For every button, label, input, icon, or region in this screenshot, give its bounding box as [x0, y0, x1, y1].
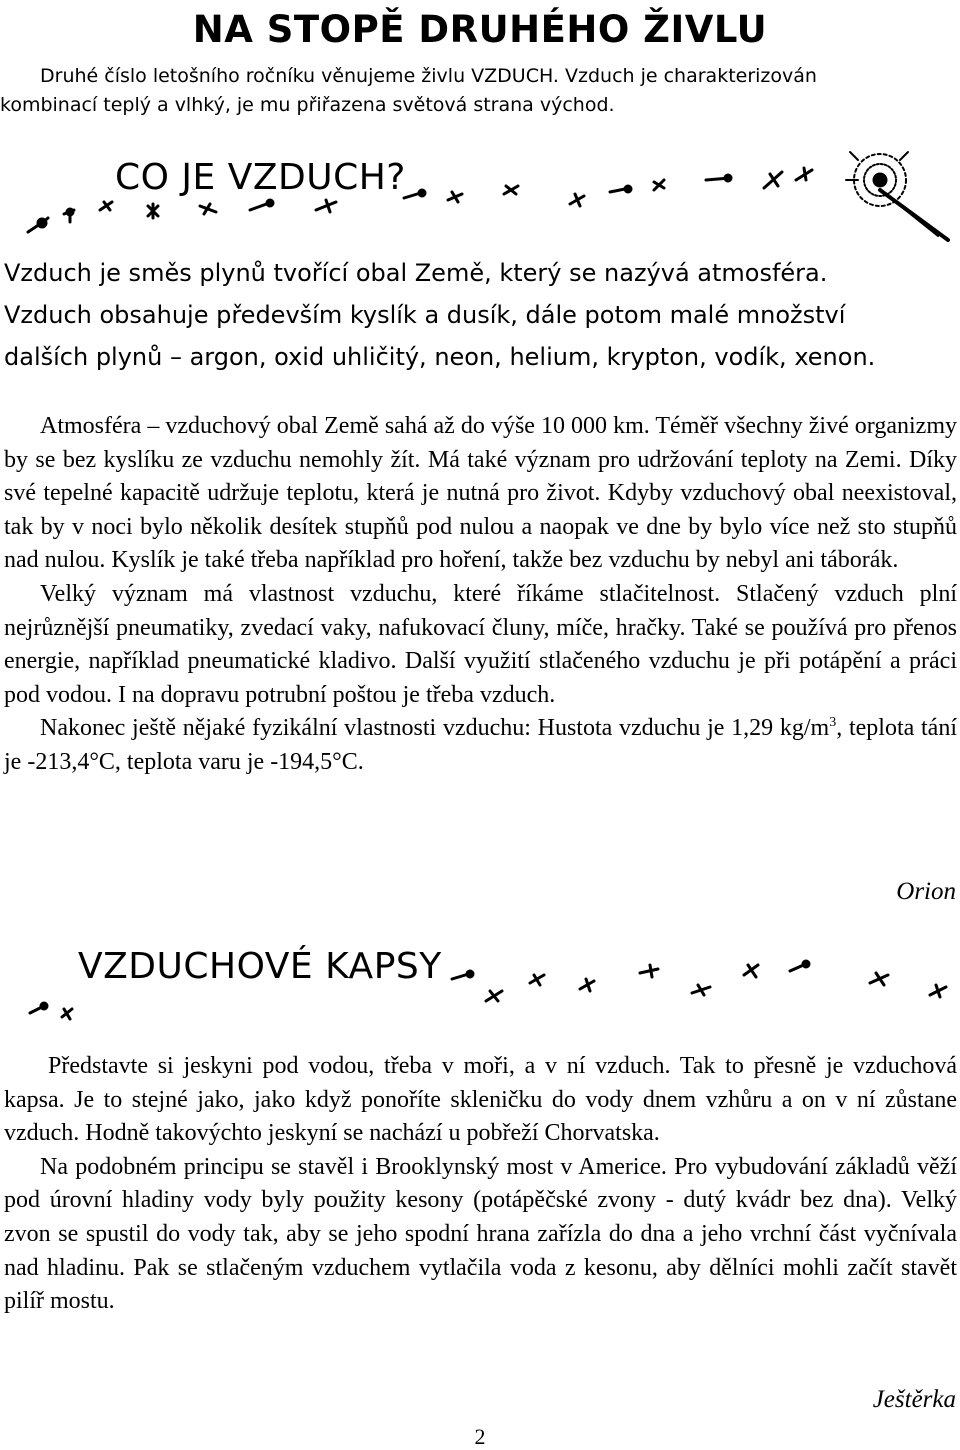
seed-icon — [764, 172, 782, 188]
fact-line: Vzduch obsahuje především kyslík a dusík, dále potom malé množství — [4, 301, 846, 329]
dandelion-flower-icon — [846, 152, 948, 240]
seed-icon — [640, 965, 658, 977]
seed-icon — [452, 971, 473, 979]
intro-line-2: kombinací teplý a vlhký, je mu přiřazena světová strana východ. — [0, 94, 615, 116]
seed-icon — [930, 985, 946, 997]
article-body-air — [4, 410, 957, 780]
seed-icon — [692, 985, 710, 995]
paragraph: Představte si jeskyni pod vodou, třeba v moři, a v ní vzduch. Tak to přesně je vzduchová kapsa. Je to stejné jako, jako když ponoříte skleničku do vody dnem vzhůru a on v ní zůstane vzduch. Hodně takovýchto jeskyní se nachází u pobřeží Chorvatska. — [4, 1053, 957, 1147]
superscript: 3 — [829, 715, 837, 731]
intro-line-1: Druhé číslo letošního ročníku věnujeme živlu VZDUCH. Vzduch je charakterizován — [40, 65, 817, 87]
physical-properties-text-end: , teplota tání je -213,4°C, teplota varu je -194,5°C. — [4, 715, 957, 775]
paragraph: Velký význam má vlastnost vzduchu, které říkáme stlačitelnost. Stlačený vzduch plní nejrůznější pneumatiky, zvedací vaky, nafukovací čluny, míče, hračky. Také se používá pro přenos energie, například pneumatické kladivo. Další využití stlačeného vzduchu je při potápění a práci pod vodou. I na dopravu potrubní poštou je třeba vzduch. — [4, 580, 957, 708]
seed-icon — [530, 975, 544, 985]
section-heading-co-je-vzduch: CO JE VZDUCH? — [115, 157, 406, 198]
seed-icon — [796, 168, 812, 180]
section-heading-vzduchove-kapsy: VZDUCHOVÉ KAPSY — [78, 946, 442, 987]
seed-icon — [404, 190, 425, 198]
dandelion-seeds-illustration — [0, 140, 960, 250]
seed-icon — [316, 200, 336, 212]
seed-icon — [250, 200, 273, 210]
paragraph — [4, 712, 957, 779]
paragraph: Atmosféra – vzduchový obal Země sahá až do výše 10 000 km. Téměř všechny živé organizmy by se bez kyslíku ze vzduchu nemohly žít. Má také význam pro udržování teploty na Zemi. Díky své tepelné kapacitě udržuje teplotu, která je nutná pro život. Kdyby vzduchový obal neexistoval, tak by v noci bylo několik desítek stupňů pod nulou a naopak ve dne by bylo více než sto stupňů nad nulou. Kyslík je také třeba například pro hoření, takže bez vzduchu by nebyl ani táborák. — [4, 413, 957, 574]
seed-icon — [62, 1009, 72, 1019]
fact-line: dalších plynů – argon, oxid uhličitý, neon, helium, krypton, vodík, xenon. — [4, 343, 876, 371]
seed-icon — [30, 1003, 47, 1013]
author-signature: Orion — [896, 878, 956, 905]
seed-icon — [64, 209, 74, 222]
dandelion-seeds-illustration — [0, 935, 960, 1025]
seed-icon — [744, 965, 758, 977]
intro-text — [0, 62, 960, 120]
seed-icon — [504, 186, 518, 194]
seed-icon — [790, 961, 809, 971]
paragraph: Na podobném principu se stavěl i Brooklynský most v Americe. Pro vybudování základů věží pod úrovní hladiny vody byly použity kesony (potápěčské zvony - dutý kvádr bez dna). Velký zvon se spustil do vody tak, aby se jeho spodní hrana zařízla do dna a jeho vrchní část vyčnívala nad hladinu. Pak se stlačeným vzduchem vytlačila voda z kesonu, aby dělníci mohli začít stavět pilíř mostu. — [4, 1153, 957, 1315]
page-title: NA STOPĚ DRUHÉHO ŽIVLU — [192, 8, 768, 51]
seed-icon — [148, 204, 158, 218]
seed-icon — [486, 991, 502, 1001]
seed-icon — [706, 175, 731, 181]
seed-icon — [580, 979, 594, 991]
seed-icon — [448, 192, 462, 202]
seed-icon — [100, 202, 112, 210]
physical-properties-text: Nakonec ještě nějaké fyzikální vlastnosti vzduchu: Hustota vzduchu je 1,29 kg/m — [40, 715, 830, 742]
seed-icon — [870, 973, 888, 985]
seed-icon — [570, 194, 584, 206]
page-number: 2 — [474, 1424, 486, 1449]
author-signature: Ještěrka — [872, 1386, 956, 1413]
fact-line: Vzduch je směs plynů tvořící obal Země, který se nazývá atmosféra. — [4, 259, 828, 287]
seed-icon — [610, 186, 631, 192]
seed-icon — [200, 204, 216, 214]
seed-icon — [28, 218, 48, 232]
article-body-air-pockets — [4, 1050, 957, 1319]
seed-icon — [654, 180, 664, 190]
fact-block — [4, 252, 958, 378]
